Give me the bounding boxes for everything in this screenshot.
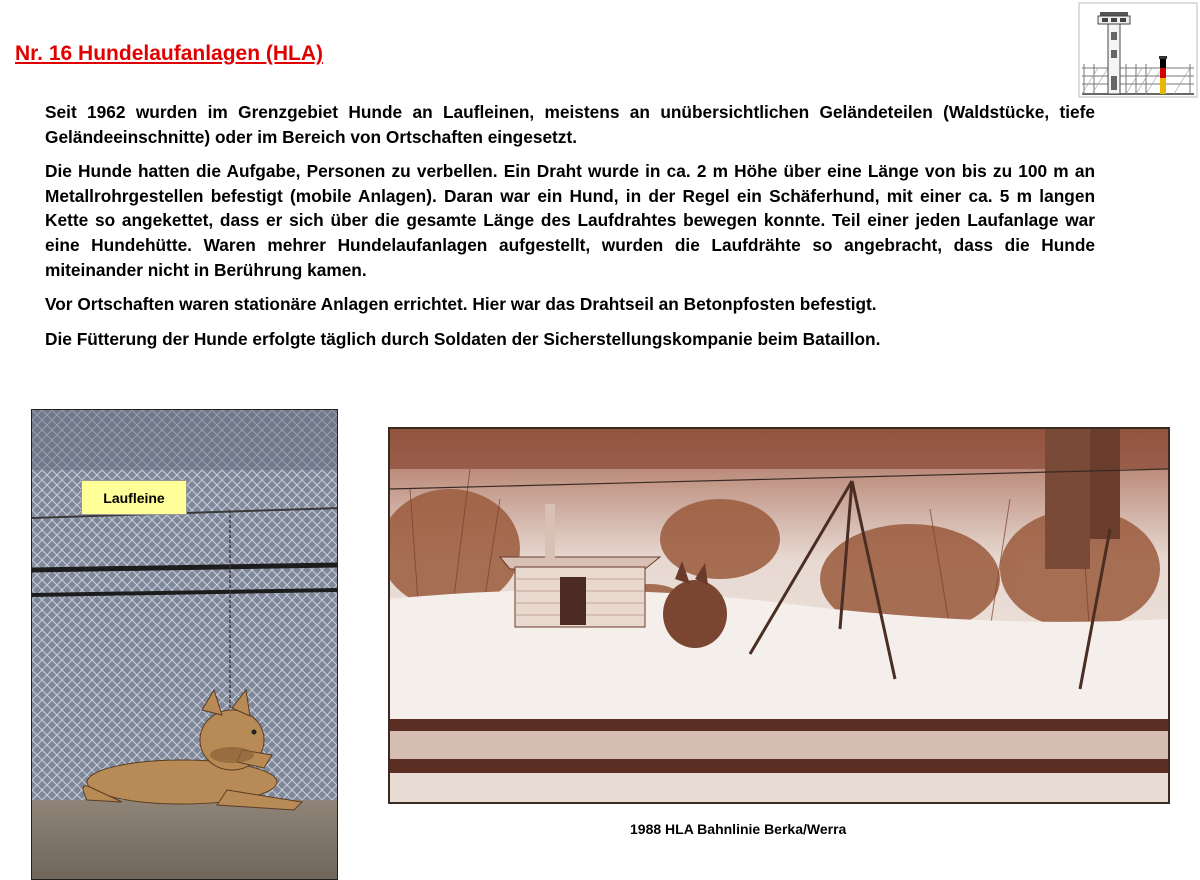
photo-caption: 1988 HLA Bahnlinie Berka/Werra	[630, 821, 847, 837]
kennel-photo	[388, 427, 1170, 804]
paragraph-intro: Seit 1962 wurden im Grenzgebiet Hunde an Laufleinen, meistens an unübersichtlichen Geländeteilen (Waldstücke, tiefe Geländeeinschnitte) oder im Bereich von Ortschaften eingesetzt.	[45, 102, 1095, 147]
body-text	[45, 100, 1095, 361]
laufleine-label: Laufleine	[81, 480, 187, 515]
paragraph-feeding: Die Fütterung der Hunde erfolgte täglich durch Soldaten der Sicherstellungskompanie beim Bataillon.	[45, 328, 881, 349]
paragraph-stationary: Vor Ortschaften waren stationäre Anlagen errichtet. Hier war das Drahtseil an Betonpfosten befestigt.	[45, 294, 877, 315]
watchtower-logo	[1078, 2, 1198, 98]
page-title: Nr. 16 Hundelaufanlagen (HLA)	[15, 42, 324, 65]
paragraph-function: Die Hunde hatten die Aufgabe, Personen zu verbellen. Ein Draht wurde in ca. 2 m Höhe über eine Länge von bis zu 100 m an Metallrohrgestellen befestigt (mobile Anlagen). Daran war ein Hund, in der Regel ein Schäferhund, mit einer ca. 5 m langen Kette so angekettet, dass er sich über die gesamte Länge des Laufdrahtes bewegen konnte. Teil einer jeden Laufanlage war eine Hundehütte. Waren mehrer Hundelaufanlagen aufgestellt, wurden die Laufdrähte so angebracht, dass die Hunde miteinander nicht in Berührung kamen.	[45, 161, 1095, 280]
